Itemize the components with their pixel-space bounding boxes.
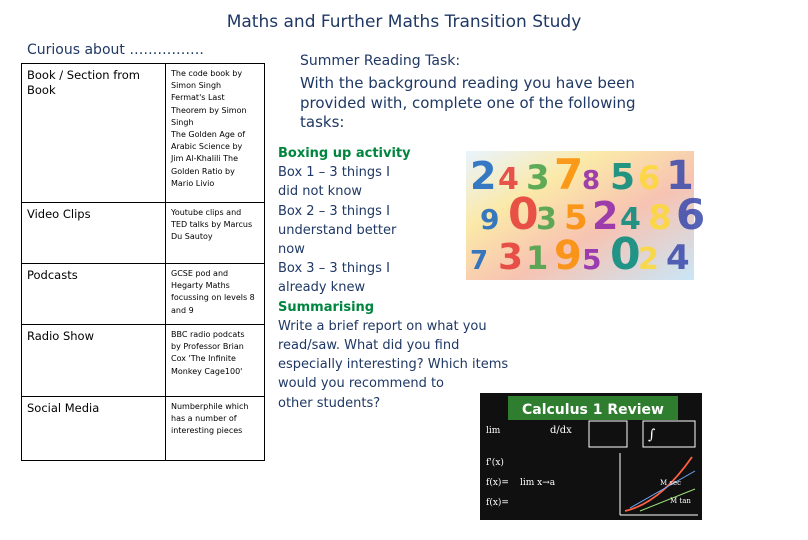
boxing-up-heading: Boxing up activity: [278, 146, 411, 161]
summarising-line: would you recommend to: [278, 376, 444, 392]
description-line: Simon Singh: [171, 81, 222, 91]
boxing-line: Box 1 – 3 things I: [278, 165, 390, 181]
digit-glyph: 5: [564, 198, 588, 238]
formula-text: M tan: [670, 497, 691, 505]
digit-glyph: 6: [638, 159, 661, 197]
table-row: [22, 203, 265, 264]
summer-task-intro: [300, 74, 640, 133]
resources-table: [21, 63, 265, 461]
summarising-line: especially interesting? Which items: [278, 357, 509, 373]
digit-glyph: 9: [480, 203, 500, 236]
table-row: [22, 64, 265, 203]
digit-glyph: 0: [610, 229, 641, 280]
description-line: Singh: [171, 117, 194, 127]
description-line: BBC radio podcats: [171, 330, 245, 339]
formula-text: d/dx: [550, 425, 572, 436]
digit-glyph: 5: [582, 243, 602, 276]
intro-line: provided with, complete one of the following: [300, 93, 636, 112]
curious-about-label: Curious about …………….: [27, 42, 204, 58]
table-row: [22, 264, 265, 325]
description-line: has a number of: [171, 414, 237, 424]
digit-glyph: 1: [666, 153, 694, 199]
description-line: Cox 'The Infinite: [171, 354, 236, 364]
digit-glyph: 4: [620, 202, 641, 237]
digit-glyph: 4: [498, 162, 519, 197]
table-row: [22, 397, 265, 461]
calculus-review-image: [480, 393, 702, 520]
description-line: by Professor Brian: [171, 342, 244, 352]
description-line: GCSE pod and: [171, 269, 229, 278]
boxing-line: Box 3 – 3 things I: [278, 261, 390, 277]
description-line: Du Sautoy: [171, 232, 213, 242]
description-line: The code book by: [171, 69, 243, 78]
summarising-line: Write a brief report on what you: [278, 318, 487, 334]
resource-category: Radio Show: [22, 325, 166, 397]
intro-line: tasks:: [300, 113, 345, 131]
boxing-line: did not know: [278, 184, 363, 200]
digit-glyph: 7: [554, 150, 584, 199]
description-line: Fermat's Last: [171, 93, 225, 103]
digit-glyph: 4: [666, 238, 690, 278]
digit-glyph: 8: [648, 198, 672, 238]
description-line: focussing on levels 8: [171, 293, 255, 303]
intro-line: With the background reading you have been: [300, 74, 635, 92]
resource-category: Book / Section from Book: [22, 64, 166, 203]
formula-text: lim: [486, 426, 501, 436]
summarising-line: read/saw. What did you find: [278, 338, 460, 354]
description-line: Youtube clips and: [171, 208, 242, 217]
summer-task-heading: Summer Reading Task:: [300, 53, 461, 69]
formula-text: M sec: [660, 479, 682, 487]
boxing-line: understand better: [278, 222, 397, 238]
resource-description: [166, 397, 265, 461]
digit-glyph: 7: [470, 246, 489, 276]
resource-description: [166, 264, 265, 325]
calculus-title: Calculus 1 Review: [521, 402, 665, 418]
resource-description: [166, 203, 265, 264]
formula-text: f'(x): [486, 458, 504, 468]
description-line: Arabic Science by: [171, 142, 243, 152]
boxing-line: already knew: [278, 280, 366, 296]
resource-description: [166, 64, 265, 203]
resource-category: Social Media: [22, 397, 166, 461]
description-line: Mario Livio: [171, 178, 215, 188]
resource-category: Video Clips: [22, 203, 166, 264]
digit-glyph: 5: [610, 157, 636, 198]
description-line: TED talks by Marcus: [171, 220, 253, 230]
summarising-heading: Summarising: [278, 299, 375, 315]
colorful-numbers-image: [466, 150, 706, 280]
digit-glyph: 6: [676, 190, 706, 239]
description-line: Hegarty Maths: [171, 281, 230, 291]
formula-text: lim x→a: [520, 478, 556, 488]
digit-glyph: 1: [526, 239, 549, 277]
description-line: Jim Al-Khalili The: [171, 154, 239, 164]
resource-description: [166, 325, 265, 397]
resource-category: Podcasts: [22, 264, 166, 325]
digit-glyph: 8: [582, 166, 601, 196]
digit-glyph: 3: [536, 202, 557, 237]
digit-glyph: 3: [526, 158, 550, 198]
formula-text: f(x)=: [486, 478, 509, 488]
formula-text: f(x)=: [486, 498, 509, 508]
description-line: Golden Ratio by: [171, 166, 235, 176]
digit-glyph: 2: [592, 194, 619, 238]
formula-text: ∫: [648, 427, 656, 443]
summarising-line: other students?: [278, 395, 381, 411]
digit-glyph: 9: [554, 233, 582, 279]
description-line: Numberphile which: [171, 402, 249, 411]
digit-glyph: 0: [508, 189, 539, 240]
boxing-line: now: [278, 242, 305, 258]
table-row: [22, 325, 265, 397]
page-title: Maths and Further Maths Transition Study: [226, 12, 582, 32]
boxing-line: Box 2 – 3 things I: [278, 203, 390, 219]
digit-glyph: 2: [638, 242, 659, 277]
description-line: and 9: [171, 305, 194, 315]
description-line: interesting pieces: [171, 426, 243, 436]
description-line: The Golden Age of: [171, 130, 246, 140]
description-line: Monkey Cage100': [171, 366, 243, 376]
description-line: Theorem by Simon: [171, 105, 247, 115]
digit-glyph: 3: [498, 237, 524, 278]
digit-glyph: 2: [470, 154, 497, 198]
